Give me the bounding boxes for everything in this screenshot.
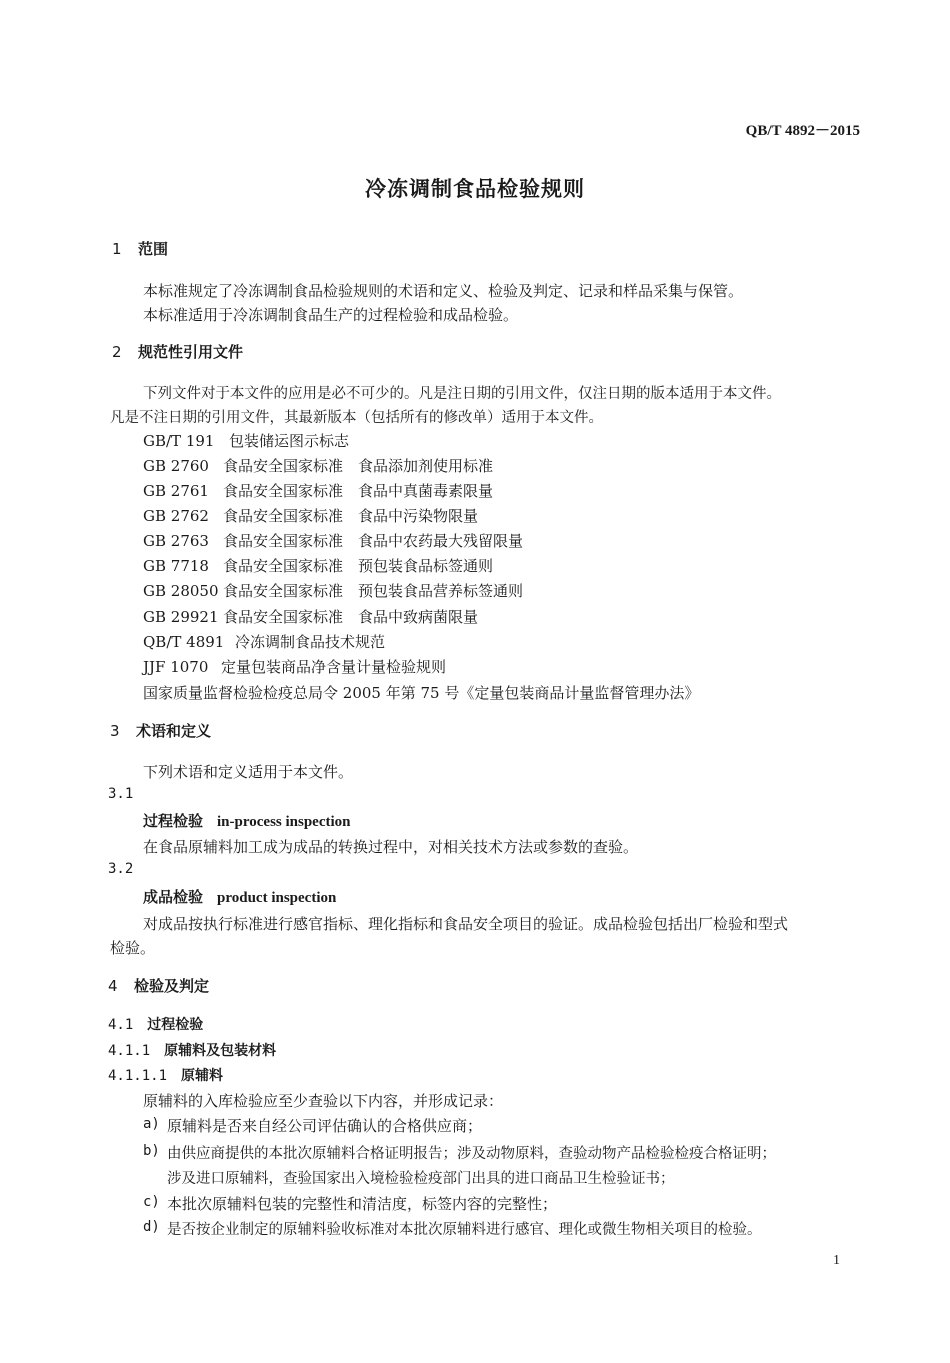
list-item-marker: b) <box>143 1143 160 1159</box>
reference-code: GB 2763 <box>143 532 209 550</box>
list-item-marker: d) <box>143 1219 160 1235</box>
reference-item <box>143 530 523 551</box>
reference-code: GB 2762 <box>143 507 209 525</box>
list-item-marker: c) <box>143 1194 160 1210</box>
reference-code: GB 2760 <box>143 457 209 475</box>
term-number: 3.1 <box>108 786 134 802</box>
section-2-heading <box>112 341 243 362</box>
subsection-4-1-number: 4.1 <box>108 1017 134 1033</box>
section-4-number: 4 <box>108 977 118 995</box>
reference-code: GB/T 191 <box>143 432 215 450</box>
reference-item <box>143 631 385 652</box>
subsection-4-1-heading <box>108 1014 203 1034</box>
section-2-number: 2 <box>112 343 122 361</box>
subsection-4-1-1-1-title: 原辅料 <box>181 1068 224 1084</box>
subsection-4-1-1-number: 4.1.1 <box>108 1043 151 1059</box>
subsection-4-1-1-heading <box>108 1040 276 1060</box>
reference-name: 食品安全国家标准 食品中污染物限量 <box>223 507 479 525</box>
raw-material-intro: 原辅料的入库检验应至少查验以下内容，并形成记录： <box>143 1092 504 1110</box>
reference-code: GB 29921 <box>143 608 219 626</box>
term-definition: 对成品按执行标准进行感官指标、理化指标和食品安全项目的验证。成品检验包括出厂检验和型式 <box>143 915 789 933</box>
term-heading <box>143 810 351 831</box>
reference-item <box>143 580 523 601</box>
section-2-intro-line-2: 凡是不注日期的引用文件，其最新版本（包括所有的修改单）适用于本文件。 <box>110 410 603 426</box>
subsection-4-1-1-1-number: 4.1.1.1 <box>108 1068 168 1084</box>
term-number: 3.2 <box>108 861 134 877</box>
subsection-4-1-title: 过程检验 <box>147 1017 204 1033</box>
section-2-title: 规范性引用文件 <box>138 343 244 361</box>
subsection-4-1-1-1-heading <box>108 1065 223 1085</box>
standard-number: QB/T 4892－2015 <box>745 123 860 139</box>
reference-name: 包装储运图示标志 <box>229 432 350 450</box>
reference-item <box>143 480 493 501</box>
reference-item <box>143 656 446 677</box>
reference-code: GB 28050 <box>143 582 219 600</box>
list-item: 由供应商提供的本批次原辅料合格证明报告；涉及动物原料，查验动物产品检验检疫合格证明； <box>167 1146 776 1162</box>
section-1-heading <box>112 238 168 259</box>
section-3-heading <box>110 720 211 741</box>
reference-name: 冷冻调制食品技术规范 <box>235 633 386 651</box>
section-1-title: 范围 <box>138 240 169 258</box>
section-3-intro: 下列术语和定义适用于本文件。 <box>143 763 354 781</box>
reference-item <box>143 430 349 451</box>
subsection-4-1-1-title: 原辅料及包装材料 <box>164 1043 277 1059</box>
section-2-intro-line-1: 下列文件对于本文件的应用是必不可少的。凡是注日期的引用文件，仅注日期的版本适用于本文件。 <box>143 386 781 402</box>
term-english: in-process inspection <box>217 814 351 830</box>
list-item: 本批次原辅料包装的完整性和清洁度，标签内容的完整性； <box>167 1195 558 1213</box>
term-heading <box>143 886 336 907</box>
list-item: 是否按企业制定的原辅料验收标准对本批次原辅料进行感官、理化或微生物相关项目的检验。 <box>167 1222 762 1238</box>
term-definition: 在食品原辅料加工成为成品的转换过程中，对相关技术方法或参数的查验。 <box>143 838 639 856</box>
reference-code: JJF 1070 <box>143 658 209 676</box>
reference-decree: 国家质量监督检验检疫总局令 2005 年第 75 号《定量包装商品计量监督管理办法》 <box>143 684 700 702</box>
section-4-heading <box>108 975 209 996</box>
reference-name: 食品安全国家标准 预包装食品标签通则 <box>223 557 494 575</box>
reference-code: GB 7718 <box>143 557 209 575</box>
reference-item <box>143 555 493 576</box>
section-3-number: 3 <box>110 722 120 740</box>
list-item-continued: 涉及进口原辅料，查验国家出入境检验检疫部门出具的进口商品卫生检验证书； <box>167 1171 675 1187</box>
list-item: 原辅料是否来自经公司评估确认的合格供应商； <box>167 1117 483 1135</box>
reference-name: 食品安全国家标准 预包装食品营养标签通则 <box>223 582 524 600</box>
reference-name: 食品安全国家标准 食品中农药最大残留限量 <box>223 532 524 550</box>
reference-item <box>143 455 493 476</box>
reference-item <box>143 505 478 526</box>
reference-name: 食品安全国家标准 食品中真菌毒素限量 <box>223 482 494 500</box>
reference-name: 食品安全国家标准 食品添加剂使用标准 <box>223 457 494 475</box>
section-1-para-1: 本标准规定了冷冻调制食品检验规则的术语和定义、检验及判定、记录和样品采集与保管。 <box>143 282 744 300</box>
reference-item <box>143 606 478 627</box>
document-title: 冷冻调制食品检验规则 <box>365 177 585 201</box>
section-4-title: 检验及判定 <box>134 977 210 995</box>
term-chinese: 成品检验 <box>143 888 204 906</box>
section-1-number: 1 <box>112 240 122 258</box>
reference-name: 定量包装商品净含量计量检验规则 <box>221 658 447 676</box>
section-3-title: 术语和定义 <box>136 722 212 740</box>
page-number: 1 <box>833 1253 840 1268</box>
reference-code: QB/T 4891 <box>143 633 225 651</box>
reference-code: GB 2761 <box>143 482 209 500</box>
list-item-marker: a) <box>143 1116 160 1132</box>
term-english: product inspection <box>217 890 337 906</box>
term-chinese: 过程检验 <box>143 812 204 830</box>
reference-name: 食品安全国家标准 食品中致病菌限量 <box>223 608 479 626</box>
section-1-para-2: 本标准适用于冷冻调制食品生产的过程检验和成品检验。 <box>143 306 519 324</box>
term-definition-continued: 检验。 <box>110 939 156 957</box>
